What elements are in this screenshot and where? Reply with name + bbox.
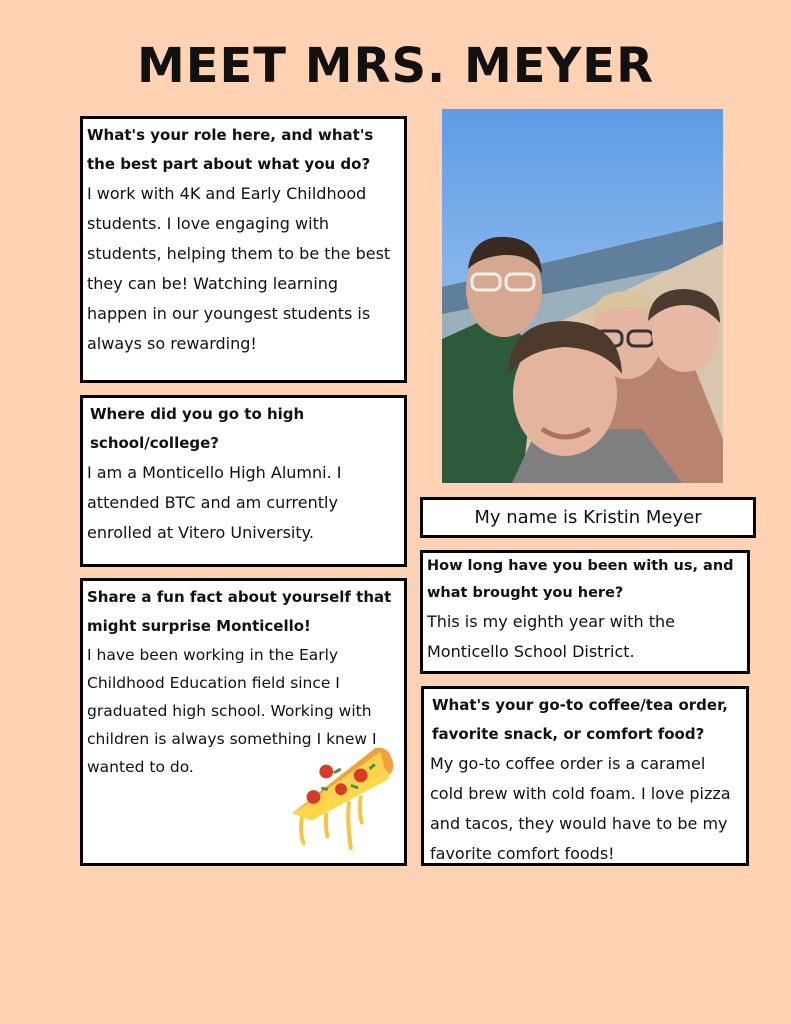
page-title: MEET MRS. MEYER: [136, 38, 655, 94]
tenure-card: [420, 550, 750, 674]
role-answer: I work with 4K and Early Childhood students. I love engaging with students, helping them to be the best they can be! Watching learning happen in our youngest students is always so rewarding!: [87, 184, 391, 353]
role-question: What's your role here, and what's the best part about what you do?: [87, 126, 374, 173]
funfact-answer: I have been working in the Early Childhood Education field since I graduated high school. Working with children is always something I knew I wanted to do.: [87, 646, 377, 776]
family-photo: [442, 109, 723, 483]
food-answer: My go-to coffee order is a caramel cold brew with cold foam. I love pizza and tacos, they would have to be my favorite comfort foods!: [430, 754, 731, 863]
school-card: [80, 395, 407, 567]
tenure-question: How long have you been with us, and what brought you here?: [427, 558, 734, 601]
school-answer: I am a Monticello High Alumni. I attended BTC and am currently enrolled at Vitero University.: [87, 463, 342, 542]
school-question: Where did you go to high school/college?: [90, 405, 305, 452]
tenure-answer: This is my eighth year with the Monticello School District.: [427, 612, 675, 661]
pizza-icon: [282, 740, 400, 858]
food-card: [421, 686, 749, 866]
role-card: [80, 116, 407, 383]
family-beach-selfie-icon: [442, 109, 723, 483]
funfact-question: Share a fun fact about yourself that might surprise Monticello!: [87, 588, 392, 635]
food-question: What's your go-to coffee/tea order, favorite snack, or comfort food?: [432, 696, 728, 743]
name-label: My name is Kristin Meyer: [420, 497, 756, 538]
